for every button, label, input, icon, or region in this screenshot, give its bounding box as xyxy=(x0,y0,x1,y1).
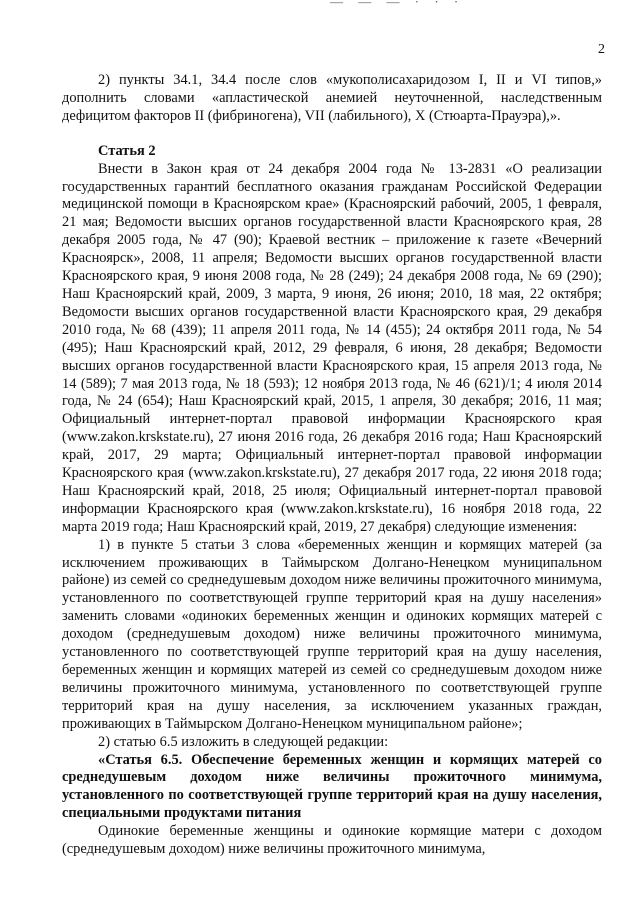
scan-header-artifact: — — — · · · xyxy=(330,0,465,9)
page-number: 2 xyxy=(598,42,605,57)
article-2-item-1: 1) в пункте 5 статьи 3 слова «беременных женщин и кормящих матерей (за исключением проживающих в Таймырском Долгано-Ненецком муниципальном районе) из семей со среднедушевым доходом ниже величины прожиточного минимума, установленного по соответствующей группе территорий края на душу населения» заменить словами «одиноких беременных женщин и одиноких кормящих матерей с доходом (среднедушевым доходом) ниже величины прожиточного минимума, установленного по соответствующей группе территорий края на душу населения, беременных женщин и кормящих матерей из семей со среднедушевым доходом ниже величины прожиточного минимума, установленного по соответствующей группе территорий края на душу населения, за исключением указанных граждан, проживающих в Таймырском Долгано-Ненецком муниципальном районе»; xyxy=(62,536,602,732)
document-body xyxy=(62,72,602,859)
paragraph-gap xyxy=(62,126,602,143)
article-2-intro: Внести в Закон края от 24 декабря 2004 года № 13-2831 «О реализации государственных гарантий бесплатного оказания гражданам Российской Федерации медицинской помощи в Красноярском крае» (Красноярский рабочий, 2005, 1 февраля, 21 мая; Ведомости высших органов государственной власти Красноярского края, 28 декабря 2005 года, № 47 (90); Краевой вестник – приложение к газете «Вечерний Красноярск», 2008, 11 апреля; Ведомости высших органов государственной власти Красноярского края, 9 июня 2008 года, № 28 (249); 24 декабря 2008 года, № 69 (290); Наш Красноярский край, 2009, 3 марта, 9 июня, 26 июня; 2010, 18 мая, 22 октября; Ведомости высших органов государственной власти Красноярского края, 29 декабря 2010 года, № 68 (439); 11 апреля 2011 года, № 14 (455); 24 октября 2011 года, № 54 (495); Наш Красноярский край, 2012, 29 февраля, 6 июня, 28 декабря; Ведомости высших органов государственной власти Красноярского края, 15 апреля 2013 года, № 14 (589); 7 мая 2013 года, № 18 (593); 12 ноября 2013 года, № 46 (621)/1; 4 июля 2014 года, № 24 (654); Наш Красноярский край, 2015, 1 апреля, 30 декабря; 2016, 11 мая; Официальный интернет-портал правовой информации Красноярского края (www.zakon.krskstate.ru), 27 июня 2016 года, 26 декабря 2016 года; Наш Красноярский край, 2017, 29 марта; Официальный интернет-портал правовой информации Красноярского края (www.zakon.krskstate.ru), 27 декабря 2017 года, 22 июня 2018 года; Наш Красноярский край, 2018, 25 июля; Официальный интернет-портал правовой информации Красноярского края (www.zakon.krskstate.ru), 16 ноября 2018 года, 22 марта 2019 года; Наш Красноярский край, 2019, 27 декабря) следующие изменения: xyxy=(62,160,602,535)
amendment-item-2: 2) пункты 34.1, 34.4 после слов «мукополисахаридозом I, II и VI типов,» дополнить словами «апластической анемией неуточненной, наследственным дефицитом факторов II (фибриногена), VII (лабильного), X (Стюарта-Прауэра),». xyxy=(62,72,602,124)
article-6-5-title: «Статья 6.5. Обеспечение беременных женщин и кормящих матерей со среднедушевым доходом ниже величины прожиточного минимума, установленного по соответствующей группе территорий края на душу населения, специальными продуктами питания xyxy=(62,751,602,822)
article-6-5-text: Одинокие беременные женщины и одинокие кормящие матери с доходом (среднедушевым доходом) ниже величины прожиточного минимума, xyxy=(62,823,602,858)
article-2-heading: Статья 2 xyxy=(98,142,156,159)
article-2-item-2: 2) статью 6.5 изложить в следующей редакции: xyxy=(98,733,389,750)
